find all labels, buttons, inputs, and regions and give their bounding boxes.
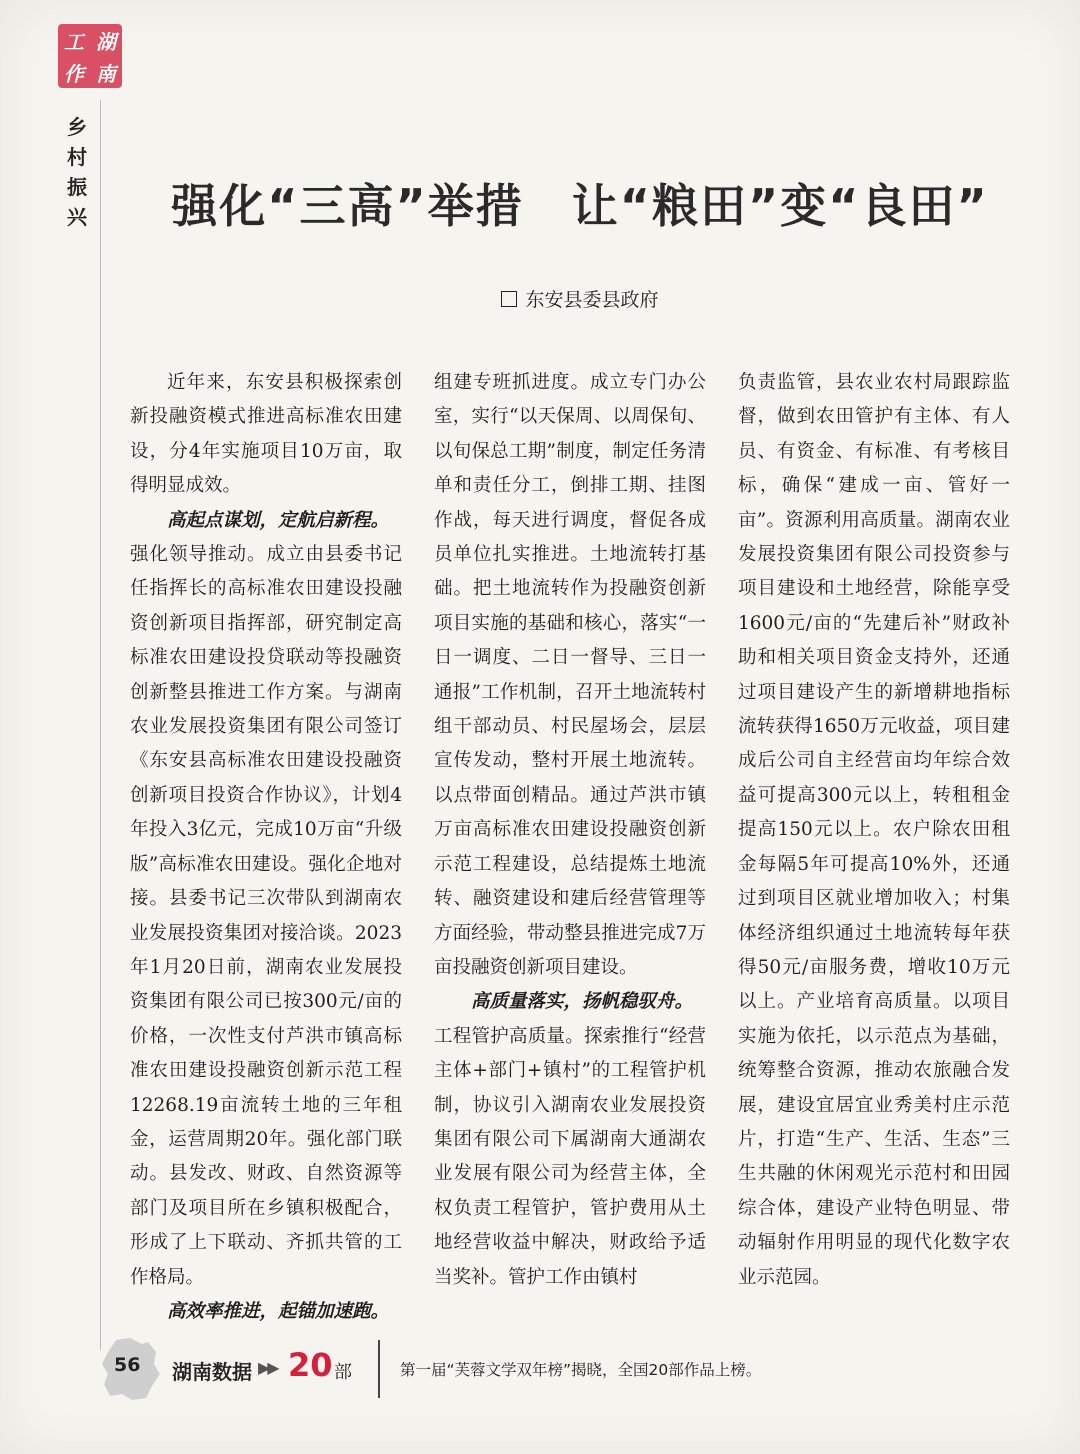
article-column-2 xyxy=(434,366,706,1295)
paragraph: 负责监管，县农业农村局跟踪监督，做到农田管护有主体、有人员、有资金、有标准、有考核目标，确保“建成一亩、管好一亩”。资源利用高质量。湖南农业发展投资集团有限公司投资参与项目建设和土地经营，除能享受1600元/亩的“先建后补”财政补助和相关项目资金支持外，还通过项目建设产生的新增耕地指标流转获得1650万元收益，项目建成后公司自主经营亩均年综合效益可提高300元以上，转租租金提高150元以上。农户除农田租金每隔5年可提高10%外，还通过到项目区就业增加收入；村集体经济组织通过土地流转每年获得50元/亩服务费，增收10万元以上。产业培育高质量。以项目实施为依托，以示范点为基础，统筹整合资源，推动农旅融合发展，建设宜居宜业秀美村庄示范片，打造“生产、生活、生态”三生共融的休闲观光示范村和田园综合体，建设产业特色明显、带动辐射作用明显的现代化数字农业示范园。 xyxy=(738,372,1010,1288)
section-tag-char: 村 xyxy=(67,145,87,169)
article-column-3 xyxy=(738,366,1010,1295)
footer-label: 湖南数据 xyxy=(172,1360,252,1384)
article-column-1 xyxy=(130,366,402,1329)
byline-author: 东安县委县政府 xyxy=(525,289,659,311)
footer-divider xyxy=(378,1340,380,1398)
article-title: 强化“三高”举措 让“粮田”变“良田” xyxy=(171,179,989,233)
footer-unit: 部 xyxy=(334,1362,352,1383)
section-tag-char: 兴 xyxy=(67,205,87,229)
square-bullet-icon xyxy=(501,291,517,307)
footer-highlight-number: 20 xyxy=(288,1346,333,1384)
section-heading: 高起点谋划，定航启新程。 xyxy=(167,509,390,531)
seal-char: 作 xyxy=(64,61,84,86)
seal-char: 湖 xyxy=(96,29,116,54)
side-divider xyxy=(100,100,101,1350)
section-heading: 高质量落实，扬帆稳驭舟。 xyxy=(471,991,694,1013)
section-heading: 高效率推进，起锚加速跑。 xyxy=(167,1300,390,1322)
hunan-work-seal-logo xyxy=(58,24,122,88)
byline xyxy=(130,285,1030,312)
section-tag xyxy=(60,112,94,232)
paragraph: 工程管护高质量。探索推行“经营主体+部门+镇村”的工程管护机制，协议引入湖南农业发展投资集团有限公司下属湖南大通湖农业发展有限公司为经营主体，全权负责工程管护，管护费用从土地经营收益中解决，财政给予适当奖补。管护工作由镇村 xyxy=(434,1025,706,1288)
paragraph: 组建专班抓进度。成立专门办公室，实行“以天保周、以周保旬、以旬保总工期”制度，制定任务清单和责任分工，倒排工期、挂图作战，每天进行调度，督促各成员单位扎实推进。土地流转打基础。把土地流转作为投融资创新项目实施的基础和核心，落实“一日一调度、二日一督导、三日一通报”工作机制，召开土地流转村组干部动员、村民屋场会，层层宣传发动，整村开展土地流转。以点带面创精品。通过芦洪市镇万亩高标准农田建设投融资创新示范工程建设，总结提炼土地流转、融资建设和建后经营管理等方面经验，带动整县推进完成7万亩投融资创新项目建设。 xyxy=(434,372,706,978)
page-number: 56 xyxy=(114,1354,141,1376)
section-tag-char: 乡 xyxy=(67,115,87,139)
section-tag-char: 振 xyxy=(67,175,87,199)
footer-news-text: 第一届“芙蓉文学双年榜”揭晓，全国20部作品上榜。 xyxy=(400,1361,762,1379)
seal-char: 南 xyxy=(96,61,116,86)
paragraph: 近年来，东安县积极探索创新投融资模式推进高标准农田建设，分4年实施项目10万亩，取得明显成效。 xyxy=(130,372,402,497)
paragraph: 强化领导推动。成立由县委书记任指挥长的高标准农田建设投融资创新项目指挥部，研究制定高标准农田建设投贷联动等投融资创新整县推进工作方案。与湖南农业发展投资集团有限公司签订《东安县高标准农田建设投融资创新项目投资合作协议》，计划4年投入3亿元，完成10万亩“升级版”高标准农田建设。强化企地对接。县委书记三次带队到湖南农业发展投资集团对接洽谈。2023年1月20日前，湖南农业发展投资集团有限公司已按300元/亩的价格，一次性支付芦洪市镇高标准农田建设投融资创新示范工程12268.19亩流转土地的三年租金，运营周期20年。强化部门联动。县发改、财政、自然资源等部门及项目所在乡镇积极配合，形成了上下联动、齐抓共管的工作格局。 xyxy=(130,544,402,1288)
seal-char: 工 xyxy=(64,29,84,54)
double-arrow-icon: ▶▶ xyxy=(258,1358,277,1377)
